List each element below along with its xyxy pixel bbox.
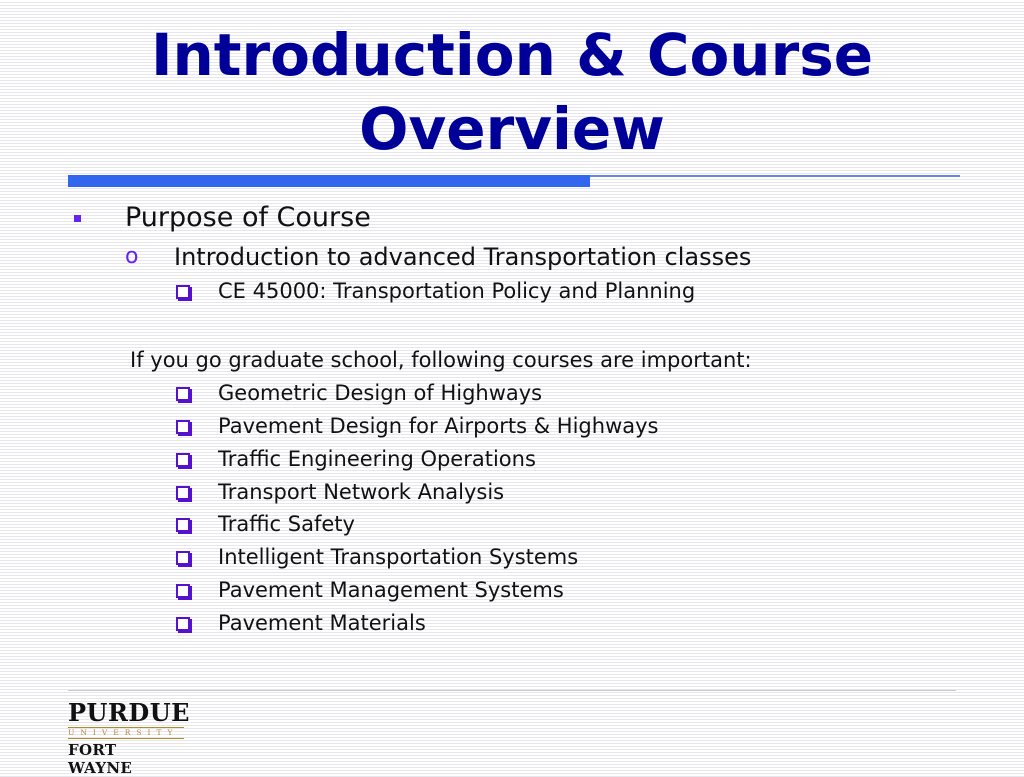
list-item: Pavement Management Systems	[218, 578, 564, 602]
bullet-intro-advanced-classes: Introduction to advanced Transportation classes	[174, 243, 752, 271]
checkbox-bullet-icon	[176, 486, 190, 500]
checkbox-bullet-icon	[176, 584, 190, 598]
square-bullet-icon	[74, 215, 81, 222]
logo-fort-wayne: FORT WAYNE	[68, 741, 133, 777]
circle-o-bullet-icon: o	[125, 244, 139, 269]
slide-title	[0, 18, 1024, 166]
checkbox-bullet-icon	[176, 617, 190, 631]
list-item: Geometric Design of Highways	[218, 381, 543, 405]
list-item: Pavement Materials	[218, 611, 426, 635]
list-item: Intelligent Transportation Systems	[218, 545, 579, 569]
checkbox-bullet-icon	[176, 551, 190, 565]
logo-university: UNIVERSITY	[68, 727, 184, 739]
checkbox-bullet-icon	[176, 420, 190, 434]
bullet-purpose-of-course: Purpose of Course	[125, 202, 371, 233]
checkbox-bullet-icon	[176, 518, 190, 532]
checkbox-bullet-icon	[176, 285, 190, 299]
bullet-ce45000: CE 45000: Transportation Policy and Planning	[218, 279, 696, 303]
purdue-fort-wayne-logo	[68, 698, 190, 777]
list-item: Traffic Safety	[218, 512, 355, 536]
checkbox-bullet-icon	[176, 387, 190, 401]
list-item: Transport Network Analysis	[218, 480, 505, 504]
list-item: Traffic Engineering Operations	[218, 447, 536, 471]
list-item: Pavement Design for Airports & Highways	[218, 414, 659, 438]
slide-title-line1: Introduction & Course	[150, 21, 874, 89]
logo-purdue: PURDUE	[68, 698, 190, 727]
footer-divider	[68, 690, 956, 691]
checkbox-bullet-icon	[176, 453, 190, 467]
graduate-note: If you go graduate school, following courses are important:	[130, 348, 752, 372]
title-underline-thick	[68, 175, 590, 187]
slide-title-line2: Overview	[359, 95, 665, 163]
title-underline-thin	[590, 175, 960, 177]
